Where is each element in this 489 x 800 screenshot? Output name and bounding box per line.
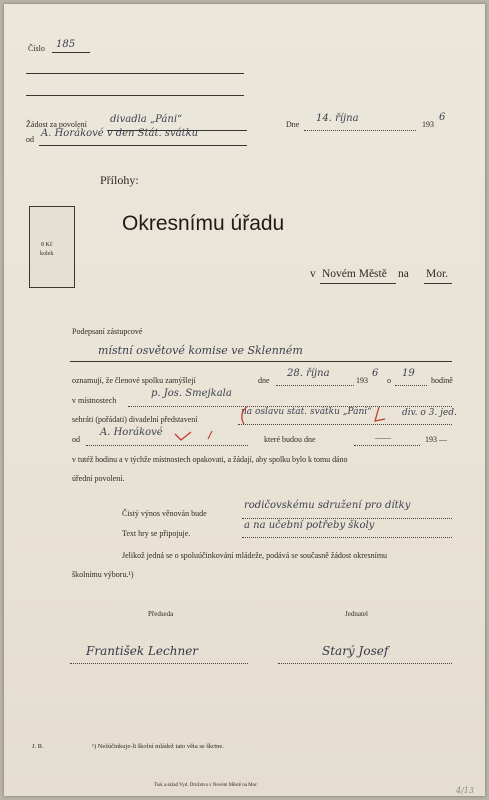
venue-hand: p. Jos. Smejkala bbox=[151, 388, 232, 399]
request-year-printed: 193 bbox=[422, 120, 434, 129]
office-region: Mor. bbox=[426, 268, 449, 280]
stamp-line-1: 8 Kč bbox=[41, 242, 53, 248]
jr-label: J. R. bbox=[32, 743, 44, 750]
vynos-hand-2: a na učební potřeby školy bbox=[244, 520, 375, 531]
vynos-hand-1: rodičovskému sdružení pro dítky bbox=[244, 500, 411, 511]
ktere-label: které budou dne bbox=[264, 435, 316, 444]
office-place: Novém Městě bbox=[322, 268, 387, 280]
jednatel-signature: Starý Josef bbox=[322, 644, 389, 658]
zadost-title-hand: divadla „Páni“ bbox=[110, 114, 183, 125]
dne-label: Dne bbox=[286, 120, 300, 129]
stamp-line-2: kolek bbox=[40, 251, 54, 257]
perf-hour-hand: 19 bbox=[402, 368, 415, 379]
prilohy-label: Přílohy: bbox=[100, 173, 139, 187]
vynos-label: Čistý výnos věnován bude bbox=[122, 509, 207, 518]
text-hry-label: Text hry se připojuje. bbox=[122, 529, 191, 538]
committee-hand: místní osvětové komise ve Sklenném bbox=[98, 344, 303, 357]
sehrati-label: sehráti (pořádati) divadelní představení bbox=[72, 415, 198, 424]
oznamuji-text: oznamují, že členové spolku zamýšlejí bbox=[72, 376, 196, 385]
cislo-label: Číslo bbox=[28, 44, 45, 53]
skolnimu-text: školnímu výboru.¹) bbox=[72, 570, 134, 579]
office-v-label: v bbox=[310, 268, 316, 280]
play-hand: na oslavu stát. svátku „Páni“ bbox=[241, 407, 372, 417]
pencil-note: 4/13 bbox=[456, 786, 474, 795]
predseda-signature: František Lechner bbox=[86, 644, 199, 658]
od-hand: A. Horákové v den Stát. svátku bbox=[41, 128, 199, 139]
perf-dne-label: dne bbox=[258, 376, 270, 385]
perf-year-hand: 6 bbox=[372, 368, 379, 379]
perf-hour-label: o bbox=[387, 376, 391, 385]
od-label: od bbox=[26, 135, 34, 144]
predseda-label: Předseda bbox=[148, 610, 174, 618]
office-na-label: na bbox=[398, 268, 409, 280]
perf-year-printed: 193 bbox=[356, 376, 368, 385]
red-tick bbox=[208, 431, 212, 439]
repeat-text: v tutéž hodinu a v týchže místnostech opakovati, a žádají, aby spolku bylo k tomu dáno bbox=[72, 455, 348, 464]
repeat-text-2: úřední povolení. bbox=[72, 474, 125, 483]
perf-date-hand: 28. října bbox=[287, 368, 330, 379]
ktere-dash: —— bbox=[375, 433, 391, 442]
author-hand: A. Horákové bbox=[100, 427, 163, 438]
author-od-label: od bbox=[72, 435, 80, 444]
office-title: Okresnímu úřadu bbox=[122, 212, 285, 235]
request-date-hand: 14. října bbox=[316, 113, 359, 124]
cislo-value: 185 bbox=[56, 39, 76, 50]
footnote-text: ¹) Nešúčinkuje-li školní mládež tato věta se škrtne. bbox=[92, 743, 224, 750]
jednatel-label: Jednatel bbox=[345, 610, 368, 618]
ktere-year: 193 — bbox=[425, 435, 447, 444]
red-pencil-marks bbox=[4, 4, 485, 796]
hodine-label: hodině bbox=[431, 376, 453, 385]
red-mark-right bbox=[375, 407, 385, 421]
acts-hand: div. o 3. jed. bbox=[402, 408, 457, 418]
zadost-label: Žádost za povolení bbox=[26, 120, 87, 129]
printer-text: Tisk a sklad Vyd. Družstva v Novém Městě na Mor. bbox=[154, 783, 258, 788]
podepsani-label: Podepsaní zástupcové bbox=[72, 327, 143, 336]
mistnosti-label: v místnostech bbox=[72, 396, 117, 405]
form-sheet bbox=[4, 4, 485, 796]
request-year-hand: 6 bbox=[439, 112, 446, 123]
red-bracket-left bbox=[242, 407, 247, 424]
jelikoz-text: Jelikož jedná se o spoluúčinkování mládeže, podává se současně žádost okresnímu bbox=[122, 551, 388, 560]
red-check-author bbox=[175, 432, 191, 440]
